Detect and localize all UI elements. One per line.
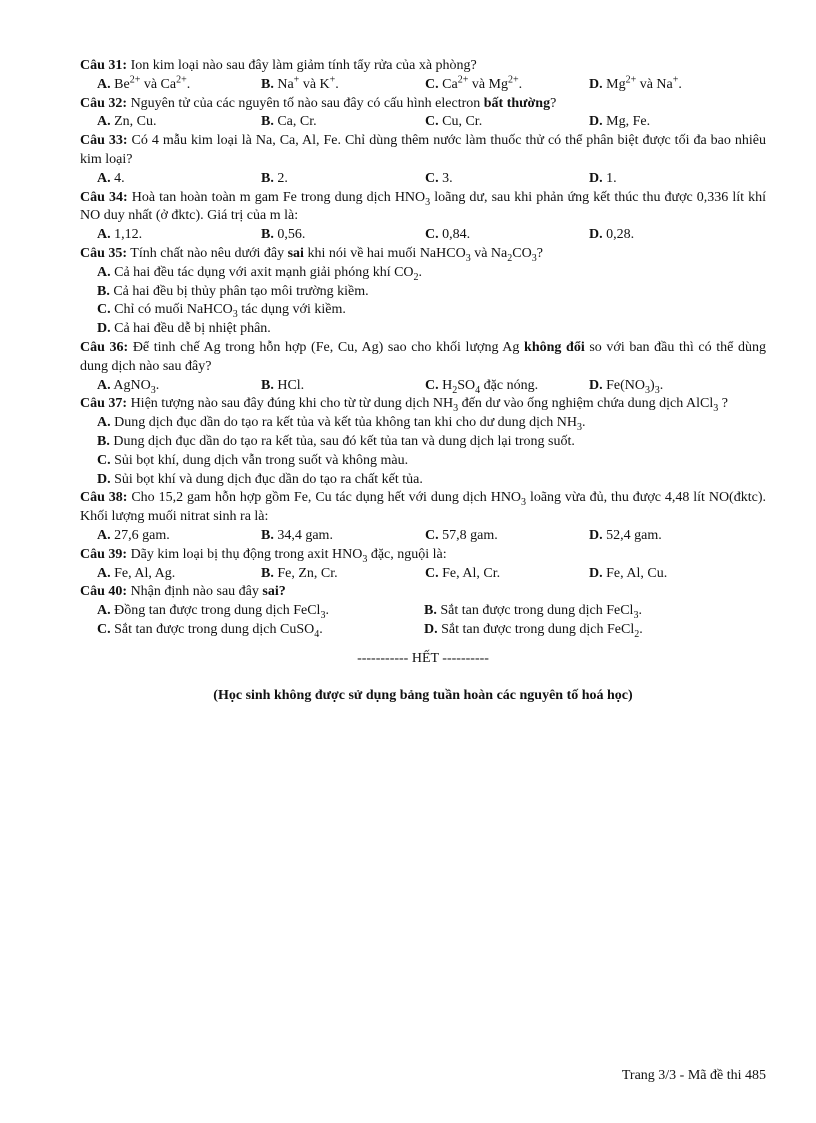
option-text: $Mg^{2+}$ và Na+.	[602, 74, 682, 92]
answer-option	[261, 170, 425, 189]
question-stem: Để tinh chế Ag trong hỗn hợp (Fe, Cu, Ag) sao cho khối lượng Ag không đổi so với ban đầu thì có thể dùng dung dịch nào sau đây?	[80, 339, 767, 374]
option-letter: A.	[97, 527, 111, 543]
answer-option	[97, 471, 766, 490]
answer-option	[425, 565, 589, 584]
option-text: Fe, Al, Cu.	[602, 565, 668, 581]
answer-option	[97, 301, 766, 320]
question-stem: Tính chất nào nêu dưới đây sai khi nói về hai muối NaHCO$_3$ và $Na_2CO_3$?	[127, 245, 543, 264]
option-letter: B.	[261, 76, 274, 92]
option-text: 1,12.	[110, 227, 143, 243]
periodic-table-note: (Học sinh không được sử dụng bảng tuần hoàn các nguyên tố hoá học)	[213, 687, 633, 703]
option-text: Chỉ có muối NaHCO$_3$ tác dụng với kiềm.	[110, 302, 346, 321]
option-letter: D.	[589, 527, 603, 543]
answer-option	[97, 414, 766, 433]
option-letter: C.	[425, 565, 439, 581]
option-text: 4.	[110, 170, 125, 186]
answer-option	[97, 320, 766, 339]
option-letter: C.	[425, 527, 439, 543]
answer-option	[425, 527, 589, 546]
answer-option	[261, 226, 425, 245]
option-text: Fe, Al, Ag.	[110, 565, 176, 581]
question-text	[80, 339, 766, 377]
option-letter: C.	[425, 76, 439, 92]
answer-option	[97, 377, 261, 396]
answer-option	[97, 76, 261, 95]
answer-option	[589, 226, 753, 245]
option-letter: A.	[97, 377, 111, 393]
option-text: Fe, Al, Cr.	[438, 565, 501, 581]
question-stem: Ion kim loại nào sau đây làm giảm tính tẩy rửa của xà phòng?	[127, 58, 477, 73]
question-number: Câu 39:	[80, 546, 128, 562]
option-letter: D.	[589, 377, 603, 393]
question	[80, 132, 766, 188]
option-text: Sủi bọt khí, dung dịch vẫn trong suốt và không màu.	[110, 452, 409, 468]
option-letter: C.	[97, 621, 111, 637]
option-letter: A.	[97, 415, 111, 431]
option-letter: B.	[97, 433, 110, 449]
answer-option	[97, 433, 766, 452]
question-text	[80, 395, 766, 414]
question-text	[80, 132, 766, 170]
option-letter: B.	[261, 170, 274, 186]
option-text: 52,4 gam.	[602, 527, 662, 543]
option-letter: D.	[97, 321, 111, 337]
answer-option	[425, 170, 589, 189]
question-text	[80, 489, 766, 527]
option-letter: A.	[97, 603, 111, 619]
answer-option	[425, 76, 589, 95]
option-letter: D.	[589, 565, 603, 581]
option-text: Ca, Cr.	[273, 114, 317, 130]
page-footer: Trang 3/3 - Mã đề thi 485	[621, 1068, 766, 1083]
option-text: Mg, Fe.	[602, 114, 651, 130]
option-text: $Ca^{2+}$ và $Mg^{2+}$.	[438, 74, 523, 92]
answer-option	[261, 113, 425, 132]
option-text: Đồng tan được trong dung dịch FeCl$_3$.	[110, 603, 329, 621]
question-stem: Nhận định nào sau đây sai?	[127, 584, 286, 600]
question-number: Câu 35:	[80, 245, 128, 261]
option-letter: A.	[97, 76, 111, 92]
answer-option	[261, 565, 425, 584]
option-text: Na+ và K+.	[273, 74, 339, 92]
question-number: Câu 37:	[80, 396, 128, 412]
option-text: 0,28.	[602, 227, 635, 243]
option-text: 34,4 gam.	[273, 527, 333, 543]
option-text: 1.	[602, 170, 617, 186]
option-text: Dung dịch đục dần do tạo ra kết tủa và kết tủa không tan khi cho dư dung dịch $NH_3$.	[110, 415, 586, 433]
option-letter: B.	[261, 527, 274, 543]
question-number: Câu 33:	[80, 133, 128, 149]
option-letter: A.	[97, 227, 111, 243]
option-letter: C.	[425, 114, 439, 130]
option-letter: C.	[425, 170, 439, 186]
question-text	[80, 189, 766, 227]
option-text: Sắt tan được trong dung dịch FeCl$_3$.	[436, 603, 642, 621]
question-text	[80, 57, 766, 76]
question	[80, 189, 766, 245]
answer-option	[97, 170, 261, 189]
option-text: 57,8 gam.	[438, 527, 498, 543]
option-text: 0,84.	[438, 227, 471, 243]
option-text: Zn, Cu.	[110, 114, 157, 130]
option-letter: D.	[589, 227, 603, 243]
option-text: 27,6 gam.	[110, 527, 170, 543]
answer-option	[97, 113, 261, 132]
question	[80, 546, 766, 584]
option-letter: D.	[424, 621, 438, 637]
option-letter: C.	[97, 302, 111, 318]
answer-option	[424, 602, 751, 621]
option-letter: A.	[97, 264, 111, 280]
answer-option	[589, 377, 753, 396]
option-letter: B.	[261, 114, 274, 130]
option-text: 2.	[273, 170, 288, 186]
answer-option	[261, 377, 425, 396]
option-letter: A.	[97, 170, 111, 186]
option-letter: C.	[425, 227, 439, 243]
option-letter: B.	[97, 283, 110, 299]
question-text	[80, 546, 766, 565]
question-stem: Dãy kim loại bị thụ động trong axit $HNO_3$ đặc, nguội là:	[127, 546, 447, 565]
answer-option	[425, 113, 589, 132]
option-text: AgNO$_3$.	[110, 377, 160, 396]
option-text: 0,56.	[273, 227, 306, 243]
exam-page	[80, 57, 766, 705]
option-text: Cả hai đều dễ bị nhiệt phân.	[110, 321, 271, 337]
question	[80, 395, 766, 489]
option-text: $H_2SO_4$ đặc nóng.	[438, 377, 539, 396]
answer-option	[97, 452, 766, 471]
question-number: Câu 38:	[80, 490, 128, 506]
end-marker: ----------- HẾT ----------	[357, 650, 489, 666]
question	[80, 245, 766, 339]
question-stem: Có 4 mẫu kim loại là Na, Ca, Al, Fe. Chỉ dùng thêm nước làm thuốc thử có thể phân biệt được tối đa bao nhiêu kim loại?	[80, 133, 766, 167]
question-number: Câu 34:	[80, 189, 128, 205]
question	[80, 95, 766, 133]
option-text: Cu, Cr.	[438, 114, 483, 130]
option-letter: C.	[97, 452, 111, 468]
answer-option	[589, 170, 753, 189]
option-letter: D.	[589, 170, 603, 186]
question-number: Câu 31:	[80, 58, 128, 73]
answer-option	[97, 621, 424, 640]
question-stem: Cho 15,2 gam hỗn hợp gồm Fe, Cu tác dụng hết với dung dịch $HNO_3$ loãng vừa đủ, thu được 4,48 lít NO(đktc). Khối lượng muối nitrat sinh ra là:	[80, 490, 766, 525]
answer-option	[589, 527, 753, 546]
option-text: Sắt tan được trong dung dịch CuSO$_4$.	[110, 621, 323, 640]
answer-option	[424, 621, 751, 640]
answer-option	[97, 527, 261, 546]
option-letter: A.	[97, 565, 111, 581]
question-text	[80, 95, 766, 114]
option-text: HCl.	[273, 377, 305, 393]
question	[80, 339, 766, 395]
answer-option	[261, 527, 425, 546]
option-text: 3.	[438, 170, 453, 186]
answer-option	[97, 283, 766, 302]
answer-option	[97, 565, 261, 584]
option-letter: A.	[97, 114, 111, 130]
question	[80, 583, 766, 639]
answer-option	[589, 565, 753, 584]
answer-option	[261, 76, 425, 95]
option-letter: B.	[261, 565, 274, 581]
option-letter: B.	[424, 603, 437, 619]
option-text: Cả hai đều tác dụng với axit mạnh giải phóng khí $CO_2$.	[110, 264, 423, 283]
question-list	[80, 57, 766, 640]
question-number: Câu 40:	[80, 584, 128, 600]
answer-option	[589, 113, 753, 132]
answer-option	[97, 226, 261, 245]
question-stem: Hoà tan hoàn toàn m gam Fe trong dung dịch $HNO_3$ loãng dư, sau khi phản ứng kết thúc thu được 0,336 lít khí NO duy nhất (ở đktc). Giá trị của m là:	[80, 189, 766, 224]
option-letter: C.	[425, 377, 439, 393]
question-number: Câu 36:	[80, 339, 129, 355]
question-text	[80, 245, 766, 264]
question	[80, 57, 766, 95]
option-text: Dung dịch đục dần do tạo ra kết tủa, sau đó kết tủa tan và dung dịch lại trong suốt.	[109, 433, 575, 449]
option-text: Fe, Zn, Cr.	[273, 565, 338, 581]
question-stem: Nguyên tử của các nguyên tố nào sau đây có cấu hình electron bất thường?	[127, 95, 557, 111]
option-text: Sủi bọt khí và dung dịch đục dần do tạo ra chất kết tủa.	[110, 471, 423, 487]
option-letter: D.	[589, 114, 603, 130]
question	[80, 489, 766, 545]
option-letter: D.	[589, 76, 603, 92]
answer-option	[97, 264, 766, 283]
question-stem: Hiện tượng nào sau đây đúng khi cho từ từ dung dịch $NH_3$ đến dư vào ống nghiệm chứa dung dịch AlCl$_3$ ?	[127, 396, 728, 415]
question-number: Câu 32:	[80, 95, 128, 111]
option-text: Sắt tan được trong dung dịch FeCl$_2$.	[437, 621, 643, 640]
answer-option	[425, 226, 589, 245]
answer-option	[589, 76, 753, 95]
question-text	[80, 583, 766, 602]
answer-option	[97, 602, 424, 621]
answer-option	[425, 377, 589, 396]
option-letter: D.	[97, 471, 111, 487]
option-letter: B.	[261, 377, 274, 393]
option-text: Cả hai đều bị thủy phân tạo môi trường kiềm.	[109, 283, 369, 299]
option-text: $Fe(NO_3)_3$.	[602, 377, 664, 396]
option-text: $Be^{2+}$ và $Ca^{2+}$.	[110, 74, 191, 92]
option-letter: B.	[261, 227, 274, 243]
